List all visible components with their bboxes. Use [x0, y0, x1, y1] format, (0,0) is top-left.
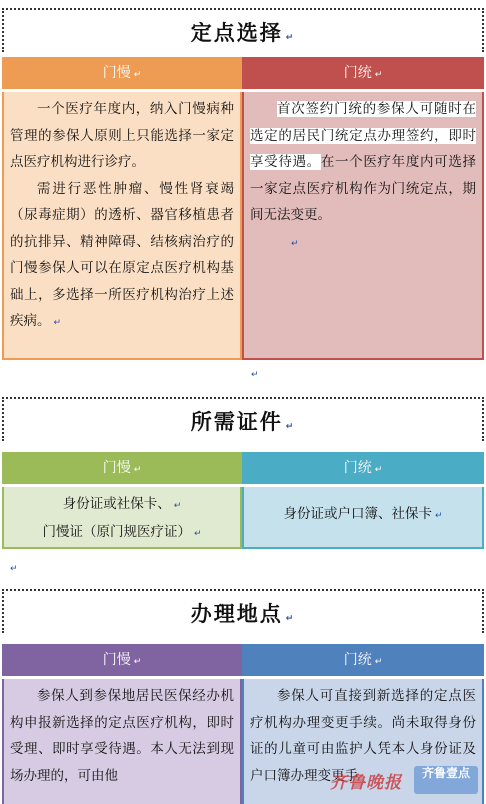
header-mentong: 门统 ↵ — [242, 57, 484, 89]
paragraph: 参保人可直接到新选择的定点医疗机构办理变更手续。尚未取得身份证的儿童可由监护人凭本人身份证及户口簿办理变更手 — [250, 688, 476, 784]
cell-documents-mentong: 身份证或户口簿、社保卡 ↵ — [242, 487, 484, 549]
paragraph-mark: ↵ — [251, 370, 259, 380]
header-menman: 门慢 ↵ — [2, 452, 242, 484]
watermark-badge: 齐鲁壹点 — [414, 766, 478, 794]
header-menman: 门慢 ↵ — [2, 644, 242, 676]
paragraph-mark: ↵ — [10, 564, 18, 574]
section-title-documents: 所需证件 ↵ — [2, 397, 484, 441]
section-title-location: 定点选择 ↵ — [2, 8, 484, 52]
header-mentong: 门统 ↵ — [242, 452, 484, 484]
cell-location-menman — [2, 92, 242, 360]
paragraph: 需进行恶性肿瘤、慢性肾衰竭（尿毒症期）的透析、器官移植患者的抗排异、精神障碍、结核病治疗的门慢参保人可以在原定点医疗机构基础上，多选择一所医疗机构治疗上述疾病。 ↵ — [10, 180, 234, 329]
paragraph: 参保人到参保地居民医保经办机构申报新选择的定点医疗机构，即时受理、即时享受待遇。本人无法到现场办理的，可由他 — [10, 688, 234, 784]
section-title-text: 定点选择 — [190, 21, 283, 45]
section-title-text: 办理地点 — [190, 602, 283, 626]
watermark-logo: 齐鲁晚报 — [330, 773, 402, 793]
section-title-text: 所需证件 — [190, 410, 283, 434]
cell-place-menman — [2, 679, 242, 804]
header-menman: 门慢 ↵ — [2, 57, 242, 89]
section-title-place: 办理地点 ↵ — [2, 589, 484, 633]
paragraph: 一个医疗年度内，纳入门慢病种管理的参保人原则上只能选择一家定点医疗机构进行诊疗。 — [10, 101, 234, 170]
header-mentong: 门统 ↵ — [242, 644, 484, 676]
cell-documents-menman: 身份证或社保卡、 ↵ 门慢证（原门规医疗证） ↵ — [2, 487, 242, 549]
paragraph: 首次签约门统的参保人可随时在选定的居民门统定点办理签约，即时享受待遇。在一个医疗年度内可选择一家定点医疗机构作为门统定点，期间无法变更。 — [250, 101, 477, 223]
cell-location-mentong: 首次签约门统的参保人可随时在选定的居民门统定点办理签约，即时享受待遇。在一个医疗年度内可选择一家定点医疗机构作为门统定点，期间无法变更。 ↵ — [242, 92, 484, 360]
